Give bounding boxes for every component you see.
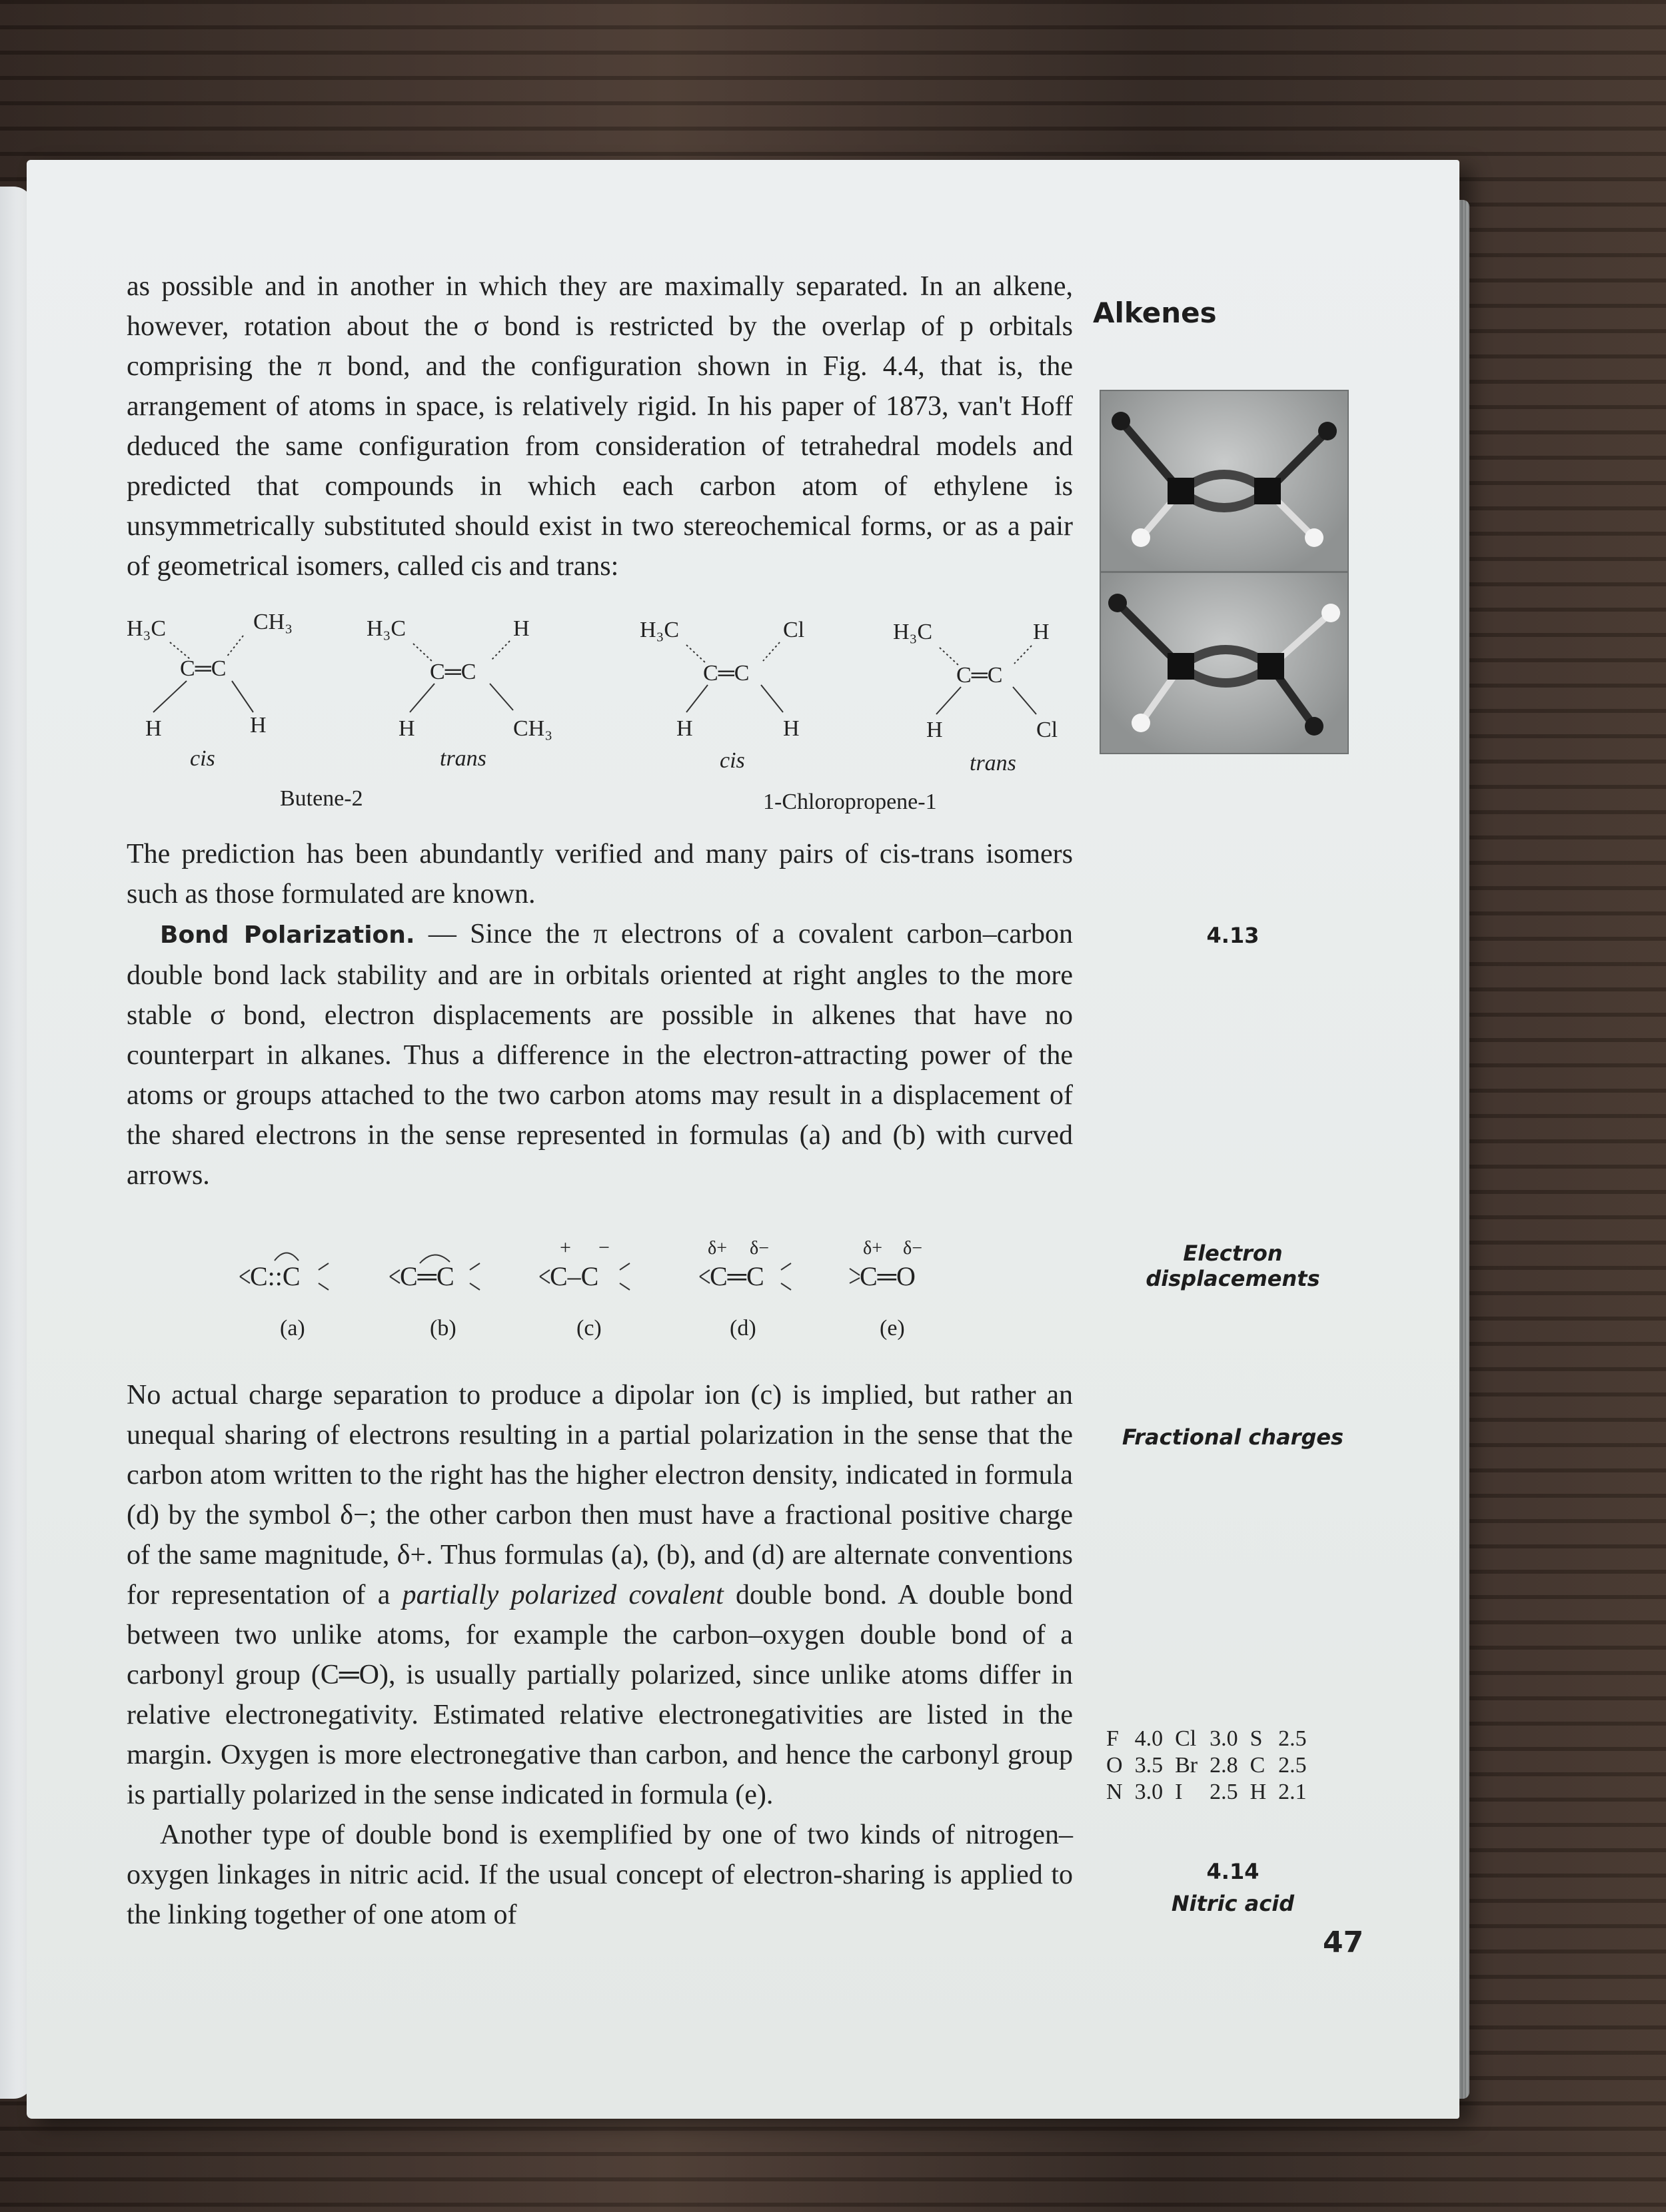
table-cell: O [1106, 1753, 1123, 1778]
table-cell: C [1250, 1753, 1265, 1778]
table-cell: 3.0 [1210, 1726, 1238, 1751]
h-label: H [1033, 620, 1050, 644]
double-bond-label: C═C [956, 663, 1003, 688]
h-label: H [783, 716, 800, 741]
h-label: H [513, 616, 530, 641]
paragraph-2: The prediction has been abundantly verified and many pairs of cis-trans isomers such as those formulated are known. [127, 839, 1073, 909]
h-label: H [926, 718, 943, 742]
minus-sign: − [598, 1237, 610, 1259]
cl-label: Cl [783, 618, 805, 642]
butene-2-trans-formula [367, 616, 552, 771]
margin-note-nitric-acid: Nitric acid [1171, 1891, 1295, 1916]
formula-b [390, 1255, 480, 1341]
run-in-heading-bond-polarization: Bond Polarization. [160, 921, 415, 949]
h-label: H [145, 716, 162, 741]
section-title-alkenes: Alkenes [1093, 296, 1217, 329]
h-label: H [676, 716, 693, 741]
formula-c [540, 1237, 630, 1341]
label-c: (c) [576, 1316, 602, 1341]
delta-minus: δ− [903, 1238, 922, 1259]
chloropropene-cis-formula [640, 618, 804, 773]
ethylene-model-photo-1 [1100, 390, 1349, 572]
paragraph-4 [127, 1375, 1073, 1815]
delta-plus: δ+ [708, 1238, 727, 1259]
formula-d-text: C═C [710, 1261, 764, 1291]
formula-c-text: C–C [550, 1261, 599, 1291]
chloropropene-label: 1-Chloropropene-1 [763, 790, 937, 814]
ch3-label: CH₃ [513, 716, 553, 741]
butene-2-cis-formula [127, 610, 293, 771]
formula-a [240, 1253, 329, 1341]
paragraph-1: as possible and in another in which they are maximally separated. In an alkene, however, rotation about the σ bond is restricted by the overlap of p orbitals comprising the π bond, and the configuration shown in Fig. 4.4, that is, the arrangement of atoms in space, is relatively rigid. In his paper of 1873, van't Hoff deduced the same configuration from consideration of tetrahedral models and predicted that compounds in which each carbon atom of ethylene is unsymmetrically substituted should exist in two stereochemical forms, or as a pair of geometrical isomers, called cis and trans: [127, 271, 1073, 582]
double-bond-label: C═C [430, 660, 476, 684]
table-cell: Cl [1175, 1726, 1197, 1751]
table-cell: 3.5 [1134, 1753, 1164, 1778]
h3c-label: H₃C [367, 616, 407, 641]
formula-a-text: C::C [250, 1261, 301, 1291]
delta-plus: δ+ [863, 1238, 882, 1259]
margin-note-fractional-charges: Fractional charges [1122, 1424, 1344, 1450]
trans-label: trans [440, 746, 486, 771]
paragraph-4-part-2: double bond. A double bond between two unlike atoms, for example the carbon–oxygen double bond of a carbonyl group (C═O), is usually partially polarized, since unlike atoms differ in relative electronegativity. Estimated relative electronegativities are listed in the margin. Oxygen is more electronegative than carbon, and hence the carbonyl group is partially polarized in the sense indicated in formula (e). [127, 1580, 1073, 1810]
table-row [1106, 1726, 1319, 1752]
h3c-label: H₃C [893, 620, 933, 644]
section-number-4-13: 4.13 [1206, 923, 1259, 948]
label-a: (a) [280, 1316, 305, 1341]
plus-sign: + [560, 1237, 571, 1259]
page-number: 47 [1323, 1926, 1364, 1959]
cis-trans-isomer-formulas [127, 596, 1073, 822]
formula-d [700, 1238, 791, 1341]
table-cell: 4.0 [1134, 1726, 1164, 1751]
paragraph-4-part-1: No actual charge separation to produce a dipolar ion (c) is implied, but rather an unequal sharing of electrons resulting in a partial polarization in the sense that the carbon atom written to the right has the higher electron density, indicated in formula (d) by the symbol δ−; the other carbon then must have a fractional positive charge of the same magnitude, δ+. Thus formulas (a), (b), and (d) are alternate conventions for representation of a [127, 1380, 1073, 1610]
paragraph-4-emphasis: partially polarized covalent [402, 1580, 724, 1610]
table-cell: H [1250, 1780, 1267, 1804]
electron-displacement-formulas [127, 1215, 1073, 1349]
main-text-column [127, 267, 1073, 1935]
paragraph-3 [127, 914, 1073, 1195]
table-cell: S [1250, 1726, 1263, 1751]
label-b: (b) [430, 1316, 456, 1341]
table-cell: 2.8 [1210, 1753, 1238, 1778]
table-row [1106, 1752, 1319, 1779]
table-cell: 2.5 [1278, 1726, 1307, 1751]
paragraph-3-body: — Since the π electrons of a covalent carbon–carbon double bond lack stability and are in orbitals oriented at right angles to the more stable σ bond, electron displacements are possible in alkenes that have no counterpart in alkanes. Thus a difference in the electron-attracting power of the atoms or groups attached to the two carbon atoms may result in a displacement of the shared electrons in the sense represented in formulas (a) and (b) with curved arrows. [127, 919, 1074, 1191]
formula-e-text: C═O [860, 1261, 916, 1291]
ch3-label: CH₃ [253, 610, 293, 634]
h3c-label: H₃C [640, 618, 680, 642]
table-cell: 2.5 [1278, 1753, 1307, 1778]
paragraph-5: Another type of double bond is exemplified by one of two kinds of nitrogen–oxygen linkages in nitric acid. If the usual concept of electron-sharing is applied to the linking together of one atom of [127, 1820, 1073, 1930]
table-cell: 2.1 [1278, 1780, 1307, 1804]
section-number-4-14: 4.14 [1206, 1859, 1259, 1884]
trans-label: trans [970, 751, 1016, 776]
h-label: H [399, 716, 415, 741]
chloropropene-trans-formula [893, 620, 1058, 776]
table-row [1106, 1779, 1319, 1806]
electronegativity-table [1106, 1726, 1319, 1806]
h-label: H [250, 713, 267, 738]
table-cell: 3.0 [1134, 1780, 1164, 1804]
double-bond-label: C═C [703, 661, 750, 686]
table-cell: I [1175, 1780, 1183, 1804]
cl-label: Cl [1036, 718, 1058, 742]
double-bond-label: C═C [180, 656, 227, 681]
cis-label: cis [190, 746, 215, 771]
cis-label: cis [720, 748, 745, 773]
table-cell: N [1106, 1780, 1123, 1804]
margin-note-electron-displacements: Electron displacements [1146, 1241, 1320, 1291]
table-cell: Br [1175, 1753, 1198, 1778]
table-cell: F [1106, 1726, 1119, 1751]
label-e: (e) [880, 1316, 905, 1341]
delta-minus: δ− [750, 1238, 769, 1259]
table-cell: 2.5 [1210, 1780, 1238, 1804]
formula-e [850, 1238, 922, 1341]
label-d: (d) [730, 1316, 756, 1341]
h3c-label: H₃C [127, 616, 167, 641]
ethylene-model-photo-2 [1100, 572, 1349, 754]
butene-2-label: Butene-2 [280, 786, 363, 811]
formula-b-text: C═C [400, 1261, 454, 1291]
